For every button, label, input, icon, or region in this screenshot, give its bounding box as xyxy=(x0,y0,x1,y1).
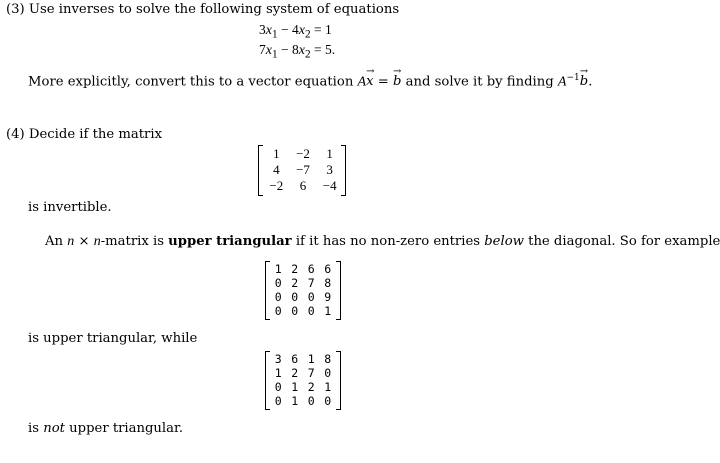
matrix-row: 0 0 0 1 xyxy=(274,304,332,318)
equation-1: $3x_1 - 4x_2 = 1$ xyxy=(259,22,332,41)
matrix-row: 0 1 2 1 xyxy=(274,380,332,394)
inverse-exponent: −1 xyxy=(566,73,580,83)
matrix-a: A xyxy=(357,74,367,90)
matrix-row: 1 2 6 6 xyxy=(274,262,332,276)
matrix-row: 3 6 1 8 xyxy=(274,352,332,366)
not-upper-example-caption: is not upper triangular. xyxy=(28,421,184,436)
problem-4-number: (4) xyxy=(6,127,25,142)
matrix-row: 1 2 7 0 xyxy=(274,366,332,380)
matrix-row: 0 1 0 0 xyxy=(274,394,332,408)
upper-triangular-example-matrix xyxy=(265,261,341,320)
upper-example-caption: is upper triangular, while xyxy=(28,331,198,346)
matrix-row: 1 −2 1 xyxy=(273,146,333,161)
not-upper-triangular-example-matrix xyxy=(265,351,341,410)
term-upper-triangular: upper triangular xyxy=(168,234,292,249)
problem-3-text: Use inverses to solve the following system of equations xyxy=(28,2,400,17)
problem-3-explicit: More explicitly, convert this to a vector equation A→ x = → b and solve it by finding $A^{-1}\to b$. xyxy=(28,73,592,90)
vector-x: → x xyxy=(366,74,373,89)
vector-b: → b xyxy=(393,74,401,89)
problem-3-number: (3) xyxy=(6,2,25,17)
matrix-row: 4 −7 3 xyxy=(273,162,333,177)
problem-4-matrix xyxy=(258,145,346,196)
right-bracket xyxy=(336,261,341,320)
matrix-row: 0 0 0 9 xyxy=(274,290,332,304)
problem-4-after: is invertible. xyxy=(28,200,112,215)
problem-4-text: Decide if the matrix xyxy=(28,127,163,142)
upper-triangular-definition: An n × n-matrix is upper triangular if it has no non-zero entries below the diagonal. So for example xyxy=(45,234,720,249)
matrix-row: 0 2 7 8 xyxy=(274,276,332,290)
right-bracket xyxy=(336,351,341,410)
matrix-row: −2 6 −4 xyxy=(269,178,337,193)
problem-4-prompt xyxy=(6,127,162,142)
problem-3-prompt xyxy=(6,2,399,17)
right-bracket xyxy=(341,145,346,196)
equation-2: $7x_1 - 8x_2 = 5$. xyxy=(259,42,336,61)
